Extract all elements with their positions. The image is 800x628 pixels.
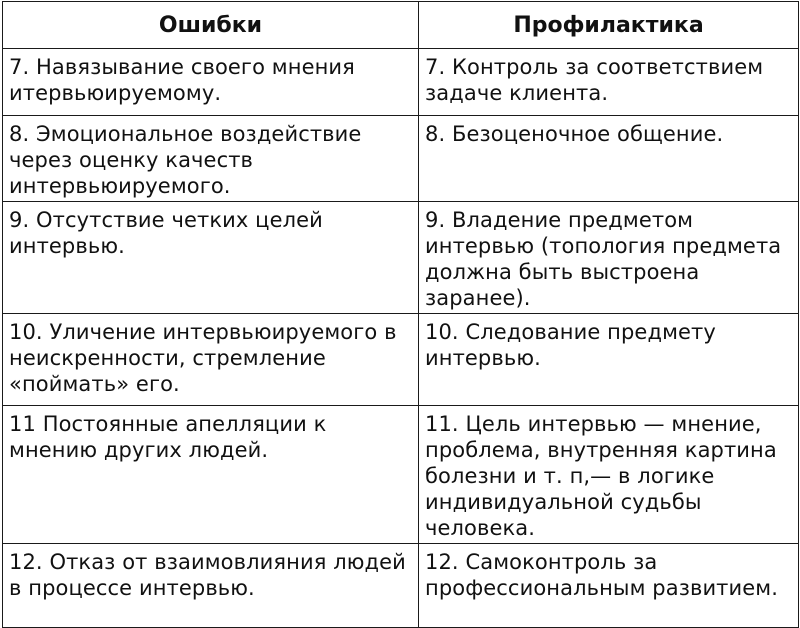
table-row [3, 202, 799, 314]
error-cell: 11 Постоянные апелляции к мнению других людей. [3, 406, 419, 544]
prevention-cell: 9. Владение предметом интервью (топология предмета должна быть выстроена заранее). [419, 202, 799, 314]
error-cell: 9. Отсутствие четких целей интервью. [3, 202, 419, 314]
error-cell: 12. Отказ от взаимовлияния людей в процессе интервью. [3, 544, 419, 628]
table-row [3, 544, 799, 628]
error-cell: 10. Уличение интервьюируемого в неискренности, стремление «поймать» его. [3, 314, 419, 406]
prevention-cell: 12. Самоконтроль за профессиональным развитием. [419, 544, 799, 628]
table-row [3, 314, 799, 406]
prevention-cell: 7. Контроль за соответствием задаче клиента. [419, 49, 799, 116]
prevention-cell: 8. Безоценочное общение. [419, 116, 799, 202]
prevention-cell: 11. Цель интервью — мнение, проблема, внутренняя картина болезни и т. п,— в логике индивидуальной судьбы человека. [419, 406, 799, 544]
error-cell: 8. Эмоциональное воздействие через оценку качеств интервьюируемого. [3, 116, 419, 202]
error-cell: 7. Навязывание своего мнения итервьюируемому. [3, 49, 419, 116]
header-errors: Ошибки [3, 2, 419, 49]
table-row [3, 49, 799, 116]
table-row [3, 406, 799, 544]
table-header-row [3, 2, 799, 49]
prevention-cell: 10. Следование предмету интервью. [419, 314, 799, 406]
header-prevention: Профилактика [419, 2, 799, 49]
errors-prevention-table [2, 1, 799, 628]
table-row [3, 116, 799, 202]
